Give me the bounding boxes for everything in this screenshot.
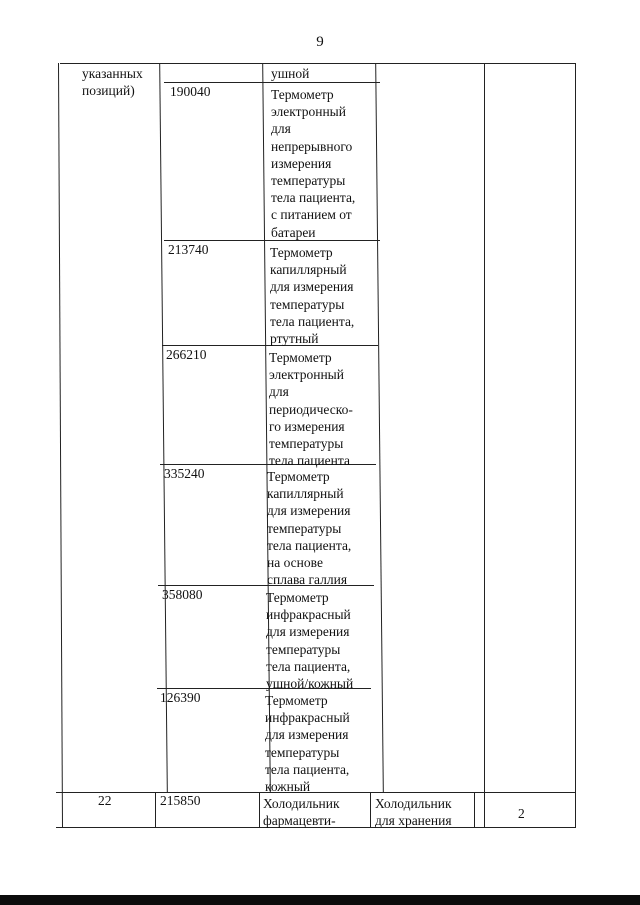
row-name-line: для [269,384,289,400]
row-name-line: Термометр [266,590,329,605]
row-name-line: инфракрасный [266,607,351,623]
row-name-line: электронный [271,104,346,120]
row-name-line: тела пациента [269,453,350,469]
top-name-fragment: ушной [271,66,310,81]
row-name-line: капиллярный [270,262,347,278]
page-number: 9 [316,34,324,50]
scan-edge-bar [0,895,640,905]
row-name-line: тела пациента, [270,313,355,329]
row-name-line: на основе [267,555,323,570]
row-name-line: температуры [266,641,341,657]
row-name-line: сплава галлия [267,572,348,588]
row-type-line: Холодильник [375,796,452,811]
row-name-line: ушной/кожный [266,676,354,691]
row-name-line: температуры [271,173,346,188]
row-name-line: для измерения [266,624,350,640]
row-name-line: инфракрасный [265,710,350,726]
row-name-line: Термометр [271,87,334,102]
row-name-line: температуры [267,520,342,536]
row-name-line: Термометр [267,469,330,484]
row-name-line: Термометр [269,350,332,365]
row-name-line: температуры [269,436,344,451]
row-name-line: тела пациента, [266,658,351,674]
row-type-line: для хранения [375,813,452,828]
row-name-line: температуры [270,296,345,312]
row-name-line: тела пациента, [265,761,350,777]
row-name-line: тела пациента, [267,537,352,553]
row-name-line: непрерывного [271,138,353,154]
row-code: 126390 [160,690,201,705]
row-name-line: для измерения [267,503,351,519]
row-name-line: фармацевти- [263,813,336,828]
row-name-line: периодическо- [269,401,353,417]
row-name-line: тела пациента, [271,190,356,206]
row-name-line: Холодильник [263,796,340,811]
row-name-line: для [271,121,291,137]
row-name-line: температуры [265,744,340,760]
row-name-line: Термометр [270,245,333,260]
row-name-line: с питанием от [271,207,352,223]
row-code: 213740 [168,242,209,257]
row-name-line: батареи [271,224,316,240]
row-number: 22 [98,793,112,808]
row-name-line: электронный [269,367,344,383]
row-quantity: 2 [518,806,525,821]
row-name-line: кожный [265,779,311,794]
row-name-line: Термометр [265,693,328,708]
row-name-line: измерения [271,155,332,171]
row-code: 215850 [160,793,201,808]
row-name-line: для измерения [270,279,354,295]
row-name-line: ртутный [270,331,319,346]
row-code: 190040 [170,84,211,99]
row-code: 358080 [162,587,203,602]
row-name-line: для измерения [265,727,349,743]
row-code: 335240 [164,466,205,481]
row-code: 266210 [166,347,207,362]
row-name-line: го измерения [269,418,345,434]
row-name-line: капиллярный [267,486,344,502]
